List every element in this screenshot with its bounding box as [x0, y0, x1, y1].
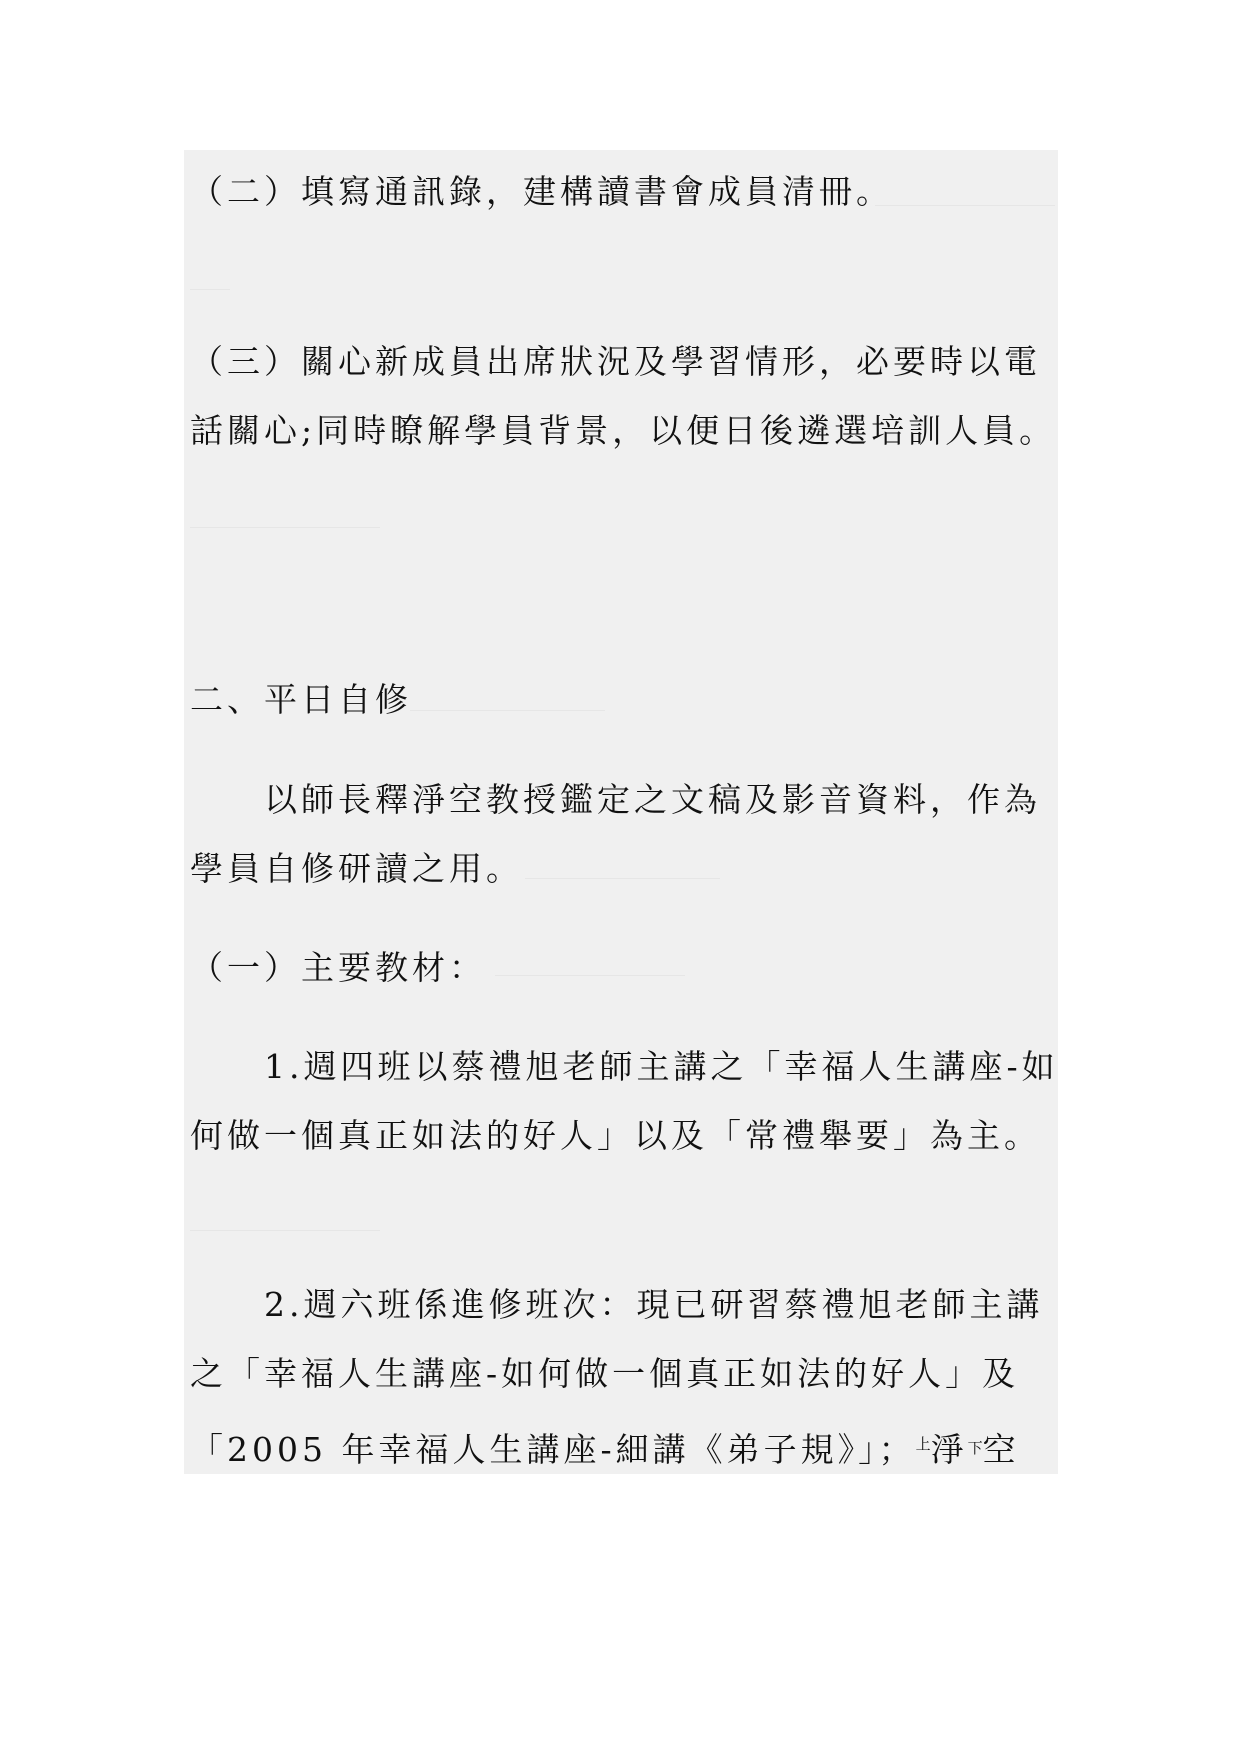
item-3-text-line-2: 話關心;同時瞭解學員背景，以便日後遴選培訓人員。	[190, 411, 1057, 450]
section-intro-line-1: 以師長釋淨空教授鑑定之文稿及影音資料，作為	[264, 780, 1041, 819]
course-item-1-line-2: 何做一個真正如法的好人」以及「常禮舉要」為主。	[190, 1116, 1041, 1155]
item-3-text-line-1: （三）關心新成員出席狀況及學習情形，必要時以電	[190, 342, 1041, 381]
course-item-2-line-2: 之「幸福人生講座-如何做一個真正如法的好人」及	[190, 1354, 1020, 1393]
course-item-2-line-3-text: 「2005 年幸福人生講座-細講《弟子規》」；	[190, 1430, 916, 1469]
decorative-rule	[190, 527, 380, 528]
decorative-rule	[875, 205, 1055, 206]
section-intro-line-2: 學員自修研讀之用。	[190, 849, 523, 888]
decorative-rule	[495, 975, 685, 976]
course-item-1-line-1: 1.週四班以蔡禮旭老師主講之「幸福人生講座-如	[264, 1047, 1059, 1086]
sub-heading: （一）主要教材：	[190, 948, 486, 987]
course-item-2-line-1: 2.週六班係進修班次：現已研習蔡禮旭老師主講	[264, 1285, 1044, 1324]
course-item-2-line-3	[190, 1424, 1020, 1470]
subscript-marker: 下	[967, 1439, 983, 1457]
name-char-1: 淨	[930, 1430, 968, 1469]
section-heading: 二、平日自修	[190, 680, 412, 719]
decorative-rule	[525, 878, 720, 879]
superscript-marker: 上	[915, 1435, 931, 1453]
decorative-rule	[190, 1230, 380, 1231]
decorative-rule	[410, 710, 605, 711]
name-char-2: 空	[982, 1430, 1020, 1469]
decorative-rule	[190, 289, 230, 290]
item-2-text: （二）填寫通訊錄，建構讀書會成員清冊。	[190, 172, 893, 211]
